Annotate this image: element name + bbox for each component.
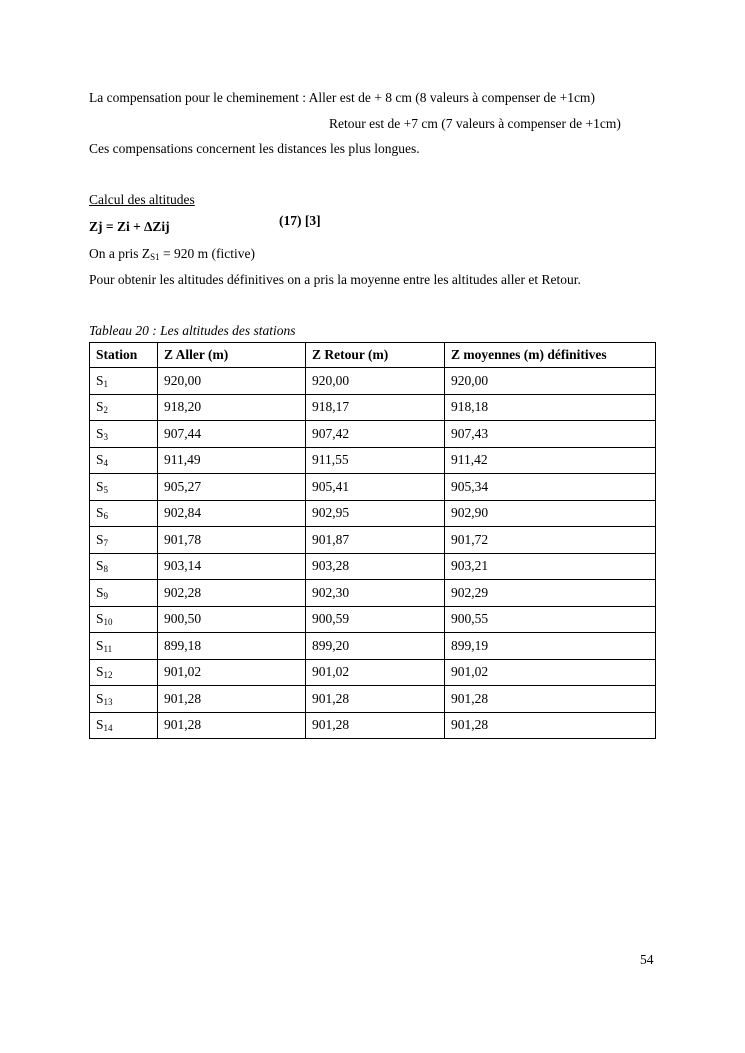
compensation-retour-text: Retour est de +7 cm (7 valeurs à compenser de +1cm) xyxy=(329,116,621,131)
z-moyenne-cell: 920,00 xyxy=(445,368,656,395)
station-letter: S xyxy=(96,690,104,706)
station-cell xyxy=(90,580,158,607)
header-z-retour: Z Retour (m) xyxy=(306,343,445,368)
z-retour-cell: 903,28 xyxy=(306,553,445,580)
station-index: 4 xyxy=(103,458,109,469)
station-index: 5 xyxy=(103,484,109,495)
station-cell xyxy=(90,633,158,660)
z-moyenne-cell: 901,28 xyxy=(445,712,656,739)
z-aller-cell: 918,20 xyxy=(158,394,306,421)
z-aller-cell: 907,44 xyxy=(158,421,306,448)
station-cell xyxy=(90,421,158,448)
zs1-subscript: S1 xyxy=(150,252,160,262)
z-aller-cell: 900,50 xyxy=(158,606,306,633)
table-row xyxy=(90,580,656,607)
table-row xyxy=(90,474,656,501)
z-aller-cell: 899,18 xyxy=(158,633,306,660)
z-retour-cell: 901,28 xyxy=(306,686,445,713)
station-index: 3 xyxy=(103,431,109,442)
z-aller-cell: 901,28 xyxy=(158,686,306,713)
z-moyenne-cell: 903,21 xyxy=(445,553,656,580)
z-retour-cell: 920,00 xyxy=(306,368,445,395)
station-index: 12 xyxy=(103,670,113,681)
z-moyenne-cell: 918,18 xyxy=(445,394,656,421)
table-header-row xyxy=(90,343,656,368)
moyenne-note: Pour obtenir les altitudes définitives on a pris la moyenne entre les altitudes aller et Retour. xyxy=(89,272,581,287)
table-row xyxy=(90,527,656,554)
header-z-aller: Z Aller (m) xyxy=(158,343,306,368)
table-row xyxy=(90,633,656,660)
z-aller-cell: 903,14 xyxy=(158,553,306,580)
station-cell xyxy=(90,394,158,421)
station-letter: S xyxy=(96,372,104,388)
header-z-moyennes: Z moyennes (m) définitives xyxy=(445,343,656,368)
table-row xyxy=(90,606,656,633)
zs1-suffix: = 920 m (fictive) xyxy=(159,246,255,261)
z-moyenne-cell: 911,42 xyxy=(445,447,656,474)
station-letter: S xyxy=(96,452,104,468)
station-index: 1 xyxy=(103,378,109,389)
table-row xyxy=(90,394,656,421)
z-aller-cell: 911,49 xyxy=(158,447,306,474)
z-aller-cell: 901,02 xyxy=(158,659,306,686)
z-retour-cell: 901,28 xyxy=(306,712,445,739)
station-letter: S xyxy=(96,399,104,415)
station-cell xyxy=(90,474,158,501)
station-index: 2 xyxy=(103,405,109,416)
z-retour-cell: 905,41 xyxy=(306,474,445,501)
table-body xyxy=(90,368,656,739)
station-index: 7 xyxy=(103,537,109,548)
station-letter: S xyxy=(96,478,104,494)
table-row xyxy=(90,500,656,527)
z-moyenne-cell: 902,29 xyxy=(445,580,656,607)
header-station: Station xyxy=(90,343,158,368)
z-retour-cell: 901,02 xyxy=(306,659,445,686)
station-letter: S xyxy=(96,425,104,441)
table-row xyxy=(90,686,656,713)
z-aller-cell: 901,78 xyxy=(158,527,306,554)
z-aller-cell: 920,00 xyxy=(158,368,306,395)
station-letter: S xyxy=(96,505,104,521)
table-row xyxy=(90,447,656,474)
z-moyenne-cell: 905,34 xyxy=(445,474,656,501)
z-moyenne-cell: 907,43 xyxy=(445,421,656,448)
z-aller-cell: 902,84 xyxy=(158,500,306,527)
z-moyenne-cell: 899,19 xyxy=(445,633,656,660)
station-index: 9 xyxy=(103,590,109,601)
station-index: 10 xyxy=(103,617,113,628)
compensation-aller-text: La compensation pour le cheminement : Aller est de + 8 cm (8 valeurs à compenser de +1cm) xyxy=(89,90,595,105)
z-retour-cell: 918,17 xyxy=(306,394,445,421)
z-retour-cell: 899,20 xyxy=(306,633,445,660)
station-index: 8 xyxy=(103,564,109,575)
table-row xyxy=(90,712,656,739)
station-letter: S xyxy=(96,558,104,574)
station-index: 11 xyxy=(103,643,113,654)
station-index: 14 xyxy=(103,723,113,734)
z-aller-cell: 901,28 xyxy=(158,712,306,739)
section-title: Calcul des altitudes xyxy=(89,192,195,207)
z-moyenne-cell: 901,28 xyxy=(445,686,656,713)
zs1-prefix: On a pris Z xyxy=(89,246,151,261)
page-number: 54 xyxy=(640,952,654,967)
station-cell xyxy=(90,368,158,395)
station-letter: S xyxy=(96,664,104,680)
formula xyxy=(89,219,170,235)
z-retour-cell: 907,42 xyxy=(306,421,445,448)
z-moyenne-cell: 902,90 xyxy=(445,500,656,527)
zs1-statement xyxy=(89,246,255,262)
z-retour-cell: 901,87 xyxy=(306,527,445,554)
z-aller-cell: 905,27 xyxy=(158,474,306,501)
station-index: 13 xyxy=(103,696,113,707)
compensation-note: Ces compensations concernent les distances les plus longues. xyxy=(89,141,420,156)
formula-right: Zij xyxy=(152,219,170,234)
z-retour-cell: 911,55 xyxy=(306,447,445,474)
station-cell xyxy=(90,553,158,580)
station-cell xyxy=(90,500,158,527)
z-moyenne-cell: 901,72 xyxy=(445,527,656,554)
table-row xyxy=(90,368,656,395)
table-row xyxy=(90,421,656,448)
station-cell xyxy=(90,686,158,713)
station-cell xyxy=(90,659,158,686)
z-aller-cell: 902,28 xyxy=(158,580,306,607)
station-cell xyxy=(90,527,158,554)
table-row xyxy=(90,553,656,580)
station-cell xyxy=(90,447,158,474)
formula-left: Zj = Zi + xyxy=(89,219,145,234)
station-letter: S xyxy=(96,717,104,733)
z-retour-cell: 902,95 xyxy=(306,500,445,527)
z-moyenne-cell: 900,55 xyxy=(445,606,656,633)
z-moyenne-cell: 901,02 xyxy=(445,659,656,686)
station-index: 6 xyxy=(103,511,109,522)
z-retour-cell: 900,59 xyxy=(306,606,445,633)
station-letter: S xyxy=(96,611,104,627)
table-row xyxy=(90,659,656,686)
z-retour-cell: 902,30 xyxy=(306,580,445,607)
station-cell xyxy=(90,712,158,739)
table-caption: Tableau 20 : Les altitudes des stations xyxy=(89,323,296,338)
station-letter: S xyxy=(96,637,104,653)
station-letter: S xyxy=(96,531,104,547)
station-cell xyxy=(90,606,158,633)
delta-symbol: ∆ xyxy=(144,219,153,234)
formula-reference: (17) [3] xyxy=(279,213,321,228)
station-letter: S xyxy=(96,584,104,600)
altitudes-table xyxy=(89,342,656,739)
